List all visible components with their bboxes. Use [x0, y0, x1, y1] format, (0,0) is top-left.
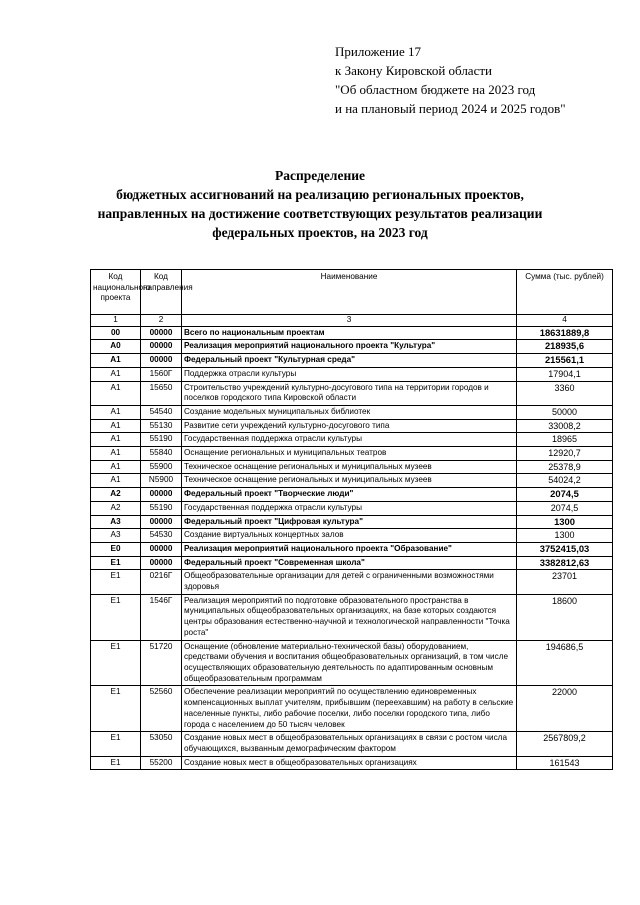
direction-code-cell: 55200 — [141, 756, 182, 770]
project-code-cell: Е1 — [91, 556, 141, 570]
table-row — [91, 529, 613, 543]
appendix-header — [335, 42, 566, 118]
direction-code-cell: 00000 — [141, 340, 182, 354]
table-row — [91, 474, 613, 488]
name-cell: Оснащение региональных и муниципальных театров — [182, 447, 517, 461]
name-cell: Поддержка отрасли культуры — [182, 367, 517, 381]
direction-code-cell: 15650 — [141, 381, 182, 405]
document-title — [60, 166, 580, 242]
column-number-row — [91, 315, 613, 327]
table-row — [91, 686, 613, 732]
direction-code-cell: 54540 — [141, 405, 182, 419]
title-line-1: Распределение — [274, 168, 366, 183]
table-row — [91, 640, 613, 686]
direction-code-cell: 55130 — [141, 419, 182, 433]
direction-code-cell: 00000 — [141, 354, 182, 368]
table-row — [91, 447, 613, 461]
name-cell: Федеральный проект "Творческие люди" — [182, 488, 517, 502]
direction-code-cell: 00000 — [141, 515, 182, 529]
name-cell: Оснащение (обновление материально-технической базы) оборудованием, средствами обучения и воспитания общеобразовательных организаций, в том числе осуществляющих образовательную деятельность по адаптированным основным общеобразовательным программам — [182, 640, 517, 686]
column-number: 1 — [91, 315, 141, 327]
amount-cell: 3360 — [517, 381, 613, 405]
amount-cell: 54024,2 — [517, 474, 613, 488]
column-number: 3 — [182, 315, 517, 327]
header-amount: Сумма (тыс. рублей) — [517, 270, 613, 315]
project-code-cell: Е1 — [91, 756, 141, 770]
table-body — [91, 326, 613, 770]
column-number: 4 — [517, 315, 613, 327]
table-row — [91, 556, 613, 570]
project-code-cell: А1 — [91, 460, 141, 474]
name-cell: Создание новых мест в общеобразовательных организациях — [182, 756, 517, 770]
name-cell: Федеральный проект "Культурная среда" — [182, 354, 517, 368]
project-code-cell: А1 — [91, 354, 141, 368]
direction-code-cell: 52560 — [141, 686, 182, 732]
title-line-4: федеральных проектов, на 2023 год — [212, 225, 428, 240]
table-row — [91, 515, 613, 529]
direction-code-cell: 51720 — [141, 640, 182, 686]
amount-cell: 3752415,03 — [517, 542, 613, 556]
amount-cell: 12920,7 — [517, 447, 613, 461]
amount-cell: 2074,5 — [517, 501, 613, 515]
direction-code-cell: 53050 — [141, 732, 182, 756]
name-cell: Развитие сети учреждений культурно-досугового типа — [182, 419, 517, 433]
appendix-law-reference: к Закону Кировской области — [335, 63, 492, 78]
project-code-cell: А1 — [91, 367, 141, 381]
project-code-cell: Е1 — [91, 640, 141, 686]
project-code-cell: Е1 — [91, 594, 141, 640]
table-row — [91, 570, 613, 594]
project-code-cell: А1 — [91, 447, 141, 461]
name-cell: Реализация мероприятий национального проекта "Образование" — [182, 542, 517, 556]
table-row — [91, 326, 613, 340]
direction-code-cell: 00000 — [141, 556, 182, 570]
amount-cell: 2567809,2 — [517, 732, 613, 756]
name-cell: Реализация мероприятий национального проекта "Культура" — [182, 340, 517, 354]
amount-cell: 2074,5 — [517, 488, 613, 502]
project-code-cell: А0 — [91, 340, 141, 354]
direction-code-cell: N5900 — [141, 474, 182, 488]
table-row — [91, 594, 613, 640]
table-row — [91, 732, 613, 756]
direction-code-cell: 55840 — [141, 447, 182, 461]
table-row — [91, 340, 613, 354]
direction-code-cell: 55190 — [141, 501, 182, 515]
project-code-cell: А1 — [91, 419, 141, 433]
project-code-cell: А2 — [91, 488, 141, 502]
amount-cell: 215561,1 — [517, 354, 613, 368]
name-cell: Строительство учреждений культурно-досугового типа на территории городов и поселков городского типа Кировской области — [182, 381, 517, 405]
appendix-number: Приложение 17 — [335, 44, 422, 59]
project-code-cell: Е1 — [91, 570, 141, 594]
amount-cell: 1300 — [517, 515, 613, 529]
amount-cell: 161543 — [517, 756, 613, 770]
direction-code-cell: 00000 — [141, 542, 182, 556]
project-code-cell: Е1 — [91, 686, 141, 732]
header-row — [91, 270, 613, 315]
table-row — [91, 419, 613, 433]
amount-cell: 22000 — [517, 686, 613, 732]
table-row — [91, 433, 613, 447]
name-cell: Создание виртуальных концертных залов — [182, 529, 517, 543]
direction-code-cell: 0216Г — [141, 570, 182, 594]
name-cell: Всего по национальным проектам — [182, 326, 517, 340]
table-row — [91, 460, 613, 474]
amount-cell: 18600 — [517, 594, 613, 640]
project-code-cell: А3 — [91, 515, 141, 529]
project-code-cell: А1 — [91, 381, 141, 405]
title-line-3: направленных на достижение соответствующих результатов реализации — [97, 206, 543, 221]
name-cell: Обеспечение реализации мероприятий по осуществлению единовременных компенсационных выплат учителям, прибывшим (переехавшим) на работу в сельские населенные пункты, либо рабочие поселки, либо поселки городского типа, либо города с населением до 50 тысяч человек — [182, 686, 517, 732]
table-row — [91, 501, 613, 515]
direction-code-cell: 1546Г — [141, 594, 182, 640]
table-row — [91, 488, 613, 502]
amount-cell: 50000 — [517, 405, 613, 419]
table-row — [91, 405, 613, 419]
direction-code-cell: 00000 — [141, 326, 182, 340]
amount-cell: 18631889,8 — [517, 326, 613, 340]
name-cell: Общеобразовательные организации для детей с ограниченными возможностями здоровья — [182, 570, 517, 594]
table-row — [91, 367, 613, 381]
project-code-cell: А3 — [91, 529, 141, 543]
table-row — [91, 354, 613, 368]
direction-code-cell: 55900 — [141, 460, 182, 474]
name-cell: Техническое оснащение региональных и муниципальных музеев — [182, 474, 517, 488]
header-name: Наименование — [182, 270, 517, 315]
direction-code-cell: 00000 — [141, 488, 182, 502]
name-cell: Федеральный проект "Цифровая культура" — [182, 515, 517, 529]
name-cell: Создание новых мест в общеобразовательных организациях в связи с ростом числа обучающихся, вызванным демографическим фактором — [182, 732, 517, 756]
name-cell: Федеральный проект "Современная школа" — [182, 556, 517, 570]
amount-cell: 194686,5 — [517, 640, 613, 686]
project-code-cell: Е1 — [91, 732, 141, 756]
project-code-cell: 00 — [91, 326, 141, 340]
table-row — [91, 756, 613, 770]
name-cell: Государственная поддержка отрасли культуры — [182, 433, 517, 447]
project-code-cell: А1 — [91, 474, 141, 488]
column-number: 2 — [141, 315, 182, 327]
header-direction-code: Код направления — [141, 270, 182, 315]
amount-cell: 17904,1 — [517, 367, 613, 381]
amount-cell: 18965 — [517, 433, 613, 447]
table-row — [91, 381, 613, 405]
budget-table — [90, 269, 613, 770]
amount-cell: 3382812,63 — [517, 556, 613, 570]
name-cell: Создание модельных муниципальных библиотек — [182, 405, 517, 419]
appendix-law-title-line1: "Об областном бюджете на 2023 год — [335, 82, 536, 97]
direction-code-cell: 55190 — [141, 433, 182, 447]
project-code-cell: А2 — [91, 501, 141, 515]
project-code-cell: А1 — [91, 433, 141, 447]
appendix-law-title-line2: и на плановый период 2024 и 2025 годов" — [335, 101, 566, 116]
header-project-code: Код национального проекта — [91, 270, 141, 315]
project-code-cell: Е0 — [91, 542, 141, 556]
amount-cell: 23701 — [517, 570, 613, 594]
direction-code-cell: 1560Г — [141, 367, 182, 381]
amount-cell: 25378,9 — [517, 460, 613, 474]
direction-code-cell: 54530 — [141, 529, 182, 543]
name-cell: Техническое оснащение региональных и муниципальных музеев — [182, 460, 517, 474]
title-line-2: бюджетных ассигнований на реализацию региональных проектов, — [116, 187, 524, 202]
name-cell: Государственная поддержка отрасли культуры — [182, 501, 517, 515]
amount-cell: 33008,2 — [517, 419, 613, 433]
name-cell: Реализация мероприятий по подготовке образовательного пространства в муниципальных общеобразовательных организациях, на базе которых создаются центры образования естественно-научной и технологической направленности "Точка роста" — [182, 594, 517, 640]
project-code-cell: А1 — [91, 405, 141, 419]
amount-cell: 218935,6 — [517, 340, 613, 354]
table-row — [91, 542, 613, 556]
amount-cell: 1300 — [517, 529, 613, 543]
